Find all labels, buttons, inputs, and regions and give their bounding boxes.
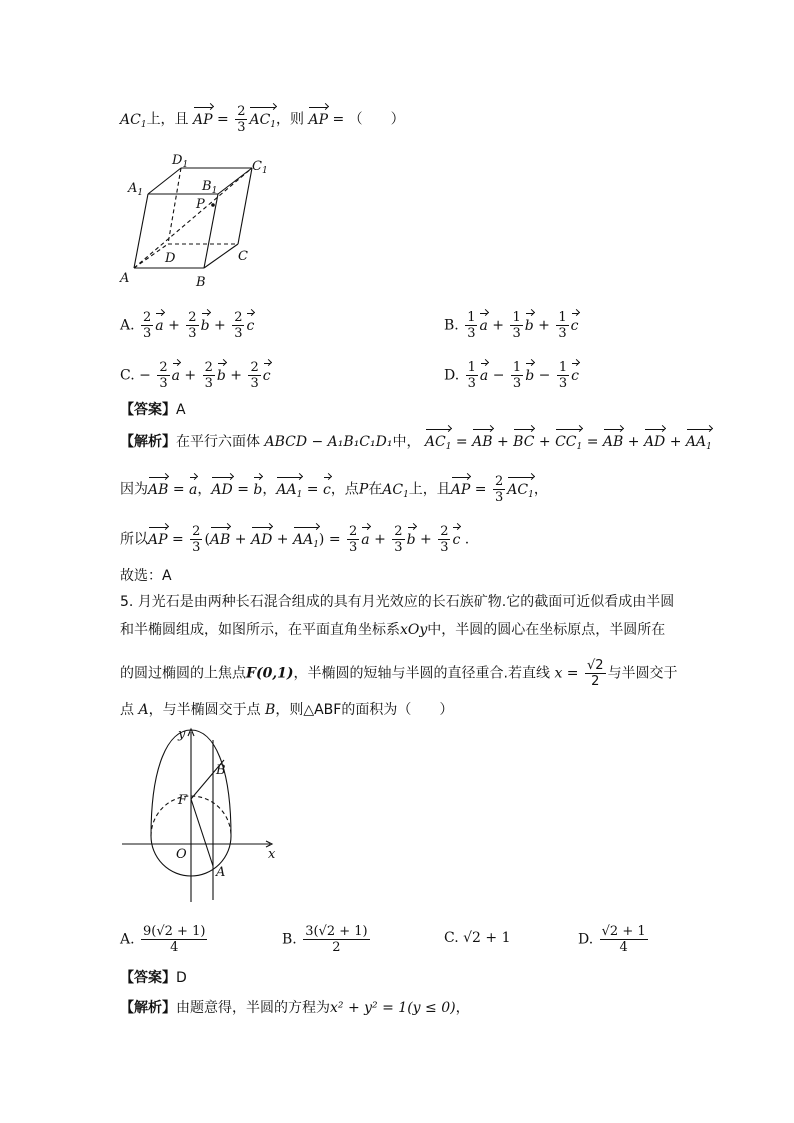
label-b1: $B_1$ [202,179,218,196]
q5-option-d-num: √2 + 1 [601,924,646,939]
analysis-text-1: 在平行六面体 [176,434,260,450]
label-d: D [165,251,176,266]
analysis-and: 上，且 [408,481,451,498]
q5-option-c-text: √2 + 1 [463,930,511,946]
q4-option-a: A. $\frac{2}{3}$ a + $\frac{2}{3}$ b + $\frac{2}{3}$ c [120,310,255,341]
q5-analysis [120,998,470,1018]
label-c1: $C_1$ [252,159,268,176]
frac-num: 2 [237,104,246,119]
stem-text-2: ，则 [276,111,305,128]
q5-answer [120,968,187,988]
q5-analysis-text: 由题意得，半圆的方程为 [176,1000,330,1016]
q5-option-a [120,924,209,955]
q5-answer-tag: 【答案】 [120,970,176,986]
q5-line-2 [120,620,665,640]
label-d1: $D_1$ [172,153,189,170]
q4-analysis-line-3: 所以AP = $\frac{2}{3}$ (AB + AD + $AA_1$) = $\frac{2}{3}$ a + $\frac{2}{3}$ b + $\frac{2}{3}$ c . [120,524,470,555]
fig-label-o: O [176,847,187,862]
q5-analysis-tag: 【解析】 [120,1000,176,1016]
q5-option-d [578,924,650,955]
label-a1: $A_1$ [128,181,144,198]
q5-text-2c: 中，半圆的圆心在坐标原点，半圆所在 [427,622,666,638]
analysis-on: 在 [368,481,383,498]
frac-den: 3 [237,120,246,135]
analysis-because: 因为 [120,481,148,498]
q4-analysis-line-2: 因为AB = a，AD = b，$AA_1 = c$，点P在$AC_1$上，且AP = $\frac{2}{3}$ $AC_1$， [120,474,548,505]
analysis-therefore: 所以 [120,531,148,548]
q4-stem: $AC_1$上，且 AP = $\frac{2}{3}$ $AC_1$，则 AP = （ ） [120,104,405,135]
q4-option-c: C. − $\frac{2}{3}$ a + $\frac{2}{3}$ b + $\frac{2}{3}$ c [120,360,271,391]
q5-analysis-end: ， [455,1000,470,1016]
vector-ap-2: AP [308,111,329,128]
q5-text-2a: 和半椭圆组成，如图所示，在平面直角坐标系 [120,622,400,638]
option-b-label: B. [444,317,459,334]
analysis-solid-name: ABCD − A₁B₁C₁D₁ [264,434,393,450]
q4-analysis-line-1: 【解析】在平行六面体 ABCD − A₁B₁C₁D₁中， $AC_1$ = AB + BC + $CC_1$ = AB + AD + $AA_1$ [120,432,712,457]
moonstone-figure [118,726,288,906]
q5-answer-value: D [176,970,187,986]
q5-text-3a: 的圆过椭圆的上焦点 [120,665,246,682]
q4-option-b: B. $\frac{1}{3}$ a + $\frac{1}{3}$ b + $\frac{1}{3}$ c [444,310,579,341]
analysis-point: ，点 [330,481,359,498]
q5-analysis-equation: x² + y² = 1(y ≤ 0) [330,1000,456,1016]
fig-label-a: A [216,865,226,880]
analysis-text-2: 中， [392,434,421,450]
q5-option-d-den: 4 [619,940,628,955]
label-p: P [196,197,205,212]
q4-answer [120,400,186,420]
q5-option-c [444,928,511,948]
fig-label-x: x [268,847,276,862]
q5-text-3d: 与半圆交于 [607,665,678,682]
q5-point-b: B [265,702,276,718]
parallelepiped-figure [118,148,278,294]
vector-ap: AP [193,111,213,128]
answer-tag: 【答案】 [120,402,176,418]
stem-text-3: = （ ） [328,111,405,128]
q5-option-d-label: D. [578,931,594,948]
q5-line-3: 的圆过椭圆的上焦点F(0,1)，半椭圆的短轴与半圆的直径重合.若直线 x = $\frac{√2}{2}$ 与半圆交于 [120,658,678,689]
q5-option-b [282,924,372,955]
stem-ac1: $AC_1$ [120,111,147,130]
q5-option-b-den: 2 [332,940,341,955]
q5-point-a: A [138,702,149,718]
q5-line-4 [120,700,453,720]
q5-option-b-label: B. [282,931,297,948]
q5-option-c-label: C. [444,930,459,946]
option-c-label: C. [120,367,135,384]
label-b: B [196,275,206,290]
label-c: C [238,249,248,264]
fig-label-y: y [178,727,186,742]
q5-option-b-num: 3(√2 + 1) [305,924,368,939]
q5-text-1: 月光石是由两种长石混合组成的具有月光效应的长石族矿物.它的截面可近似看成由半圆 [137,594,675,610]
q5-number: 5. [120,594,134,610]
answer-value: A [176,402,186,418]
vector-ac1: $AC_1$ [249,110,276,135]
q5-text-4e: ，则△ABF的面积为（ ） [275,702,454,718]
q4-option-d: D. $\frac{1}{3}$ a − $\frac{1}{3}$ b − $\frac{1}{3}$ c [444,360,579,391]
q5-option-a-label: A. [120,931,135,948]
fig-label-f: F [178,793,188,808]
q5-coord-system: xOy [400,622,428,638]
frac-two-thirds [235,104,247,135]
q4-conclusion: 故选：A [120,568,172,584]
analysis-tag: 【解析】 [120,434,176,450]
stem-text-1: 上，且 [146,111,189,128]
label-a: A [120,271,130,286]
option-a-label: A. [120,317,135,334]
q5-focus: F(0,1) [246,665,294,682]
q5-text-4a: 点 [120,702,134,718]
q5-text-4c: ，与半椭圆交于点 [148,702,261,718]
q5-line-1 [120,592,674,612]
q5-option-a-num: 9(√2 + 1) [143,924,206,939]
q5-text-3c: ，半椭圆的短轴与半圆的直径重合.若直线 [293,665,550,682]
fig-label-b: B [216,763,226,778]
option-d-label: D. [444,367,460,384]
q5-option-a-den: 4 [170,940,179,955]
